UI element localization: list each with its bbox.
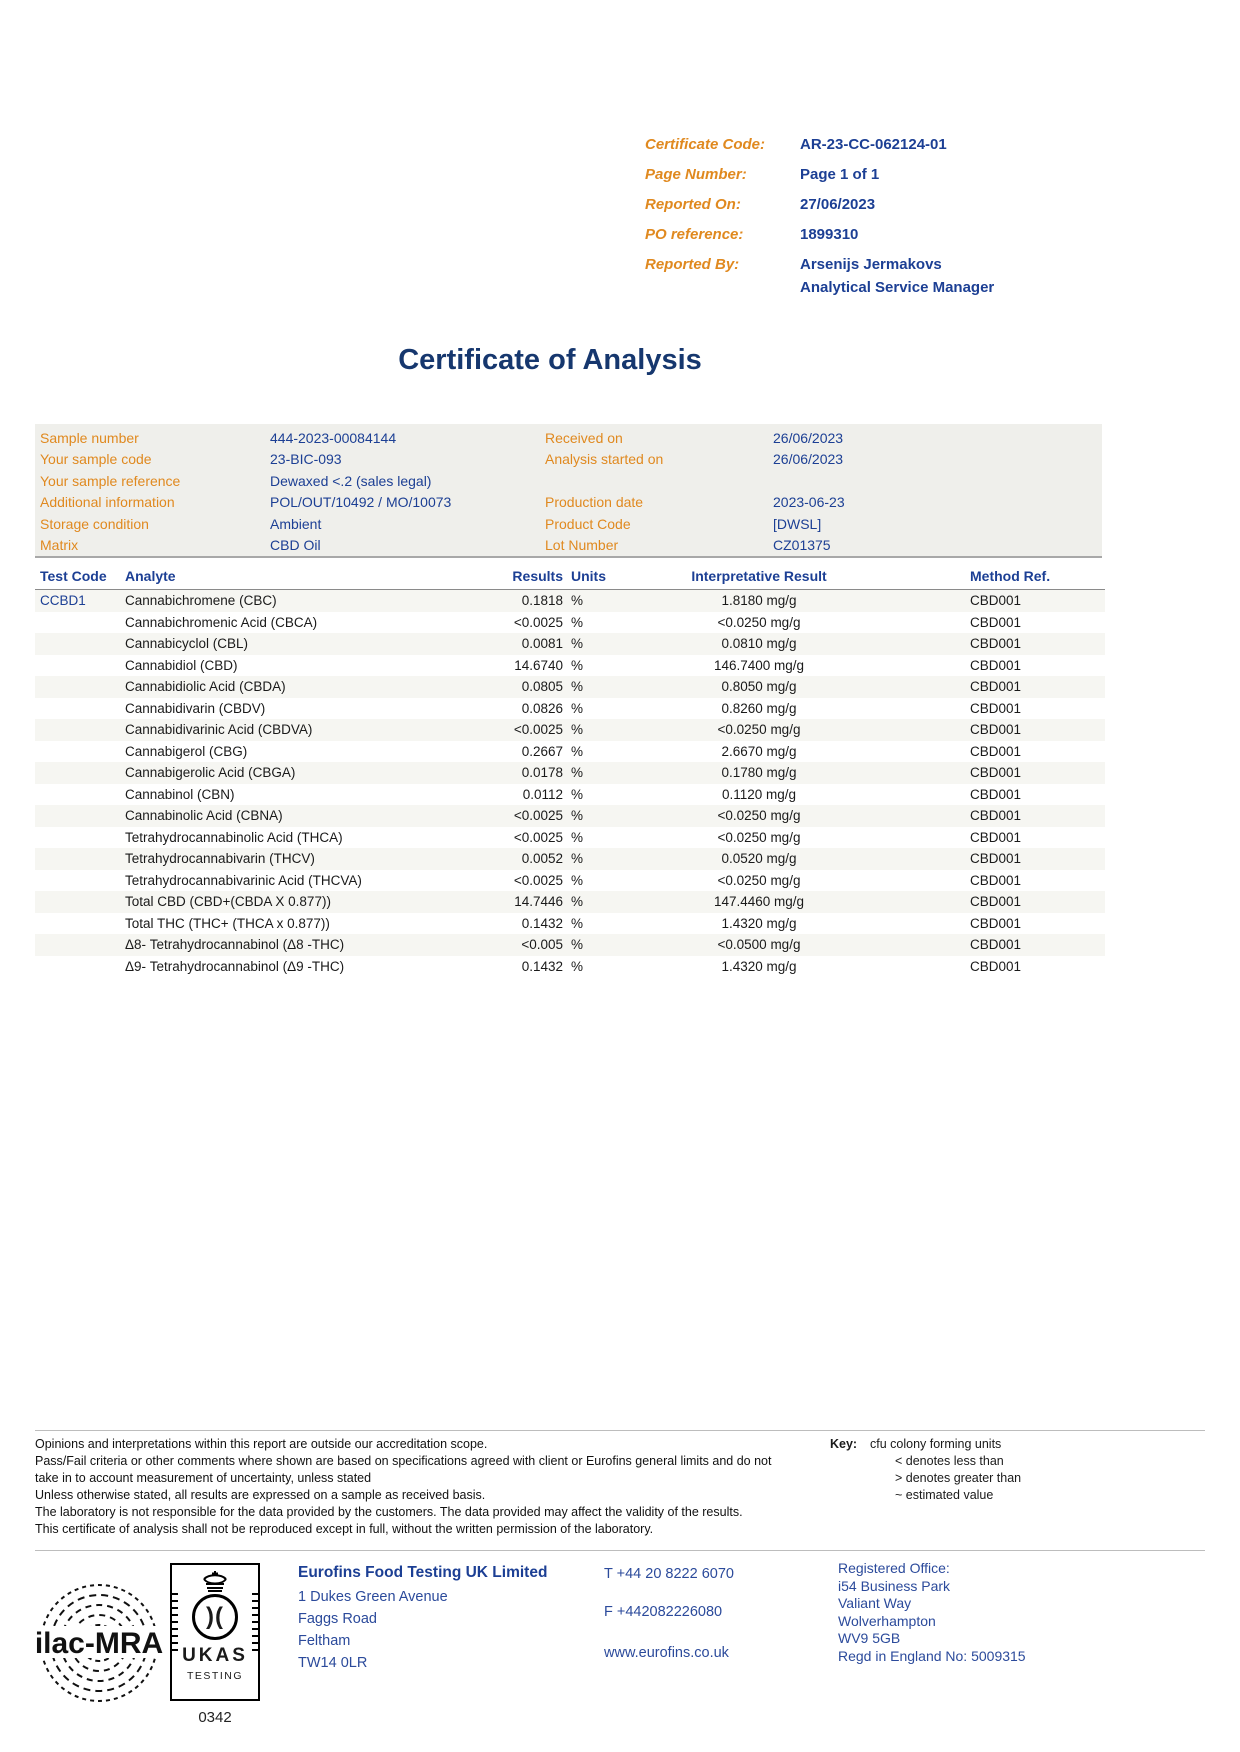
cell-method-ref: CBD001	[970, 851, 1022, 866]
contact-block	[604, 1566, 734, 1661]
table-row	[35, 805, 1105, 827]
cell-units: %	[571, 765, 584, 780]
cell-analyte: Cannabigerolic Acid (CBGA)	[125, 765, 296, 780]
cell-method-ref: CBD001	[970, 894, 1022, 909]
spacer	[910, 870, 970, 892]
cell-test-code	[35, 698, 125, 720]
meta-row	[645, 166, 1205, 183]
cell-analyte: Cannabidiol (CBD)	[125, 657, 238, 673]
table-row	[35, 612, 1105, 634]
cell-result: 0.0805	[521, 679, 563, 694]
disclaimer-line: The laboratory is not responsible for the data provided by the customers. The data provided may affect the validity of the results.	[35, 1504, 743, 1519]
sample-info-value	[773, 471, 1102, 492]
cell-units: %	[571, 958, 584, 974]
cell-result: 0.0178	[521, 765, 563, 780]
sample-info-row	[35, 449, 1102, 470]
spacer	[910, 655, 970, 677]
disclaimer-line: Unless otherwise stated, all results are expressed on a sample as received basis.	[35, 1487, 486, 1502]
cell-method-ref: CBD001	[970, 722, 1022, 737]
spacer	[910, 891, 970, 913]
table-row	[35, 698, 1105, 720]
cell-interpretative-result: 0.8260 mg/g	[721, 700, 797, 716]
cell-interpretative-result: <0.0250 mg/g	[717, 614, 801, 630]
meta-row	[645, 226, 1205, 243]
cell-result: 0.1432	[521, 915, 563, 931]
cell-test-code	[35, 676, 125, 698]
sample-info-row	[35, 514, 1102, 535]
ilac-mra-logo	[33, 1577, 165, 1714]
ukas-testing-label: TESTING	[186, 1670, 243, 1682]
sample-info-label: Analysis started on	[545, 451, 664, 468]
meta-field-value: Page 1 of 1	[800, 166, 880, 183]
key-line: ~ estimated value	[895, 1487, 994, 1502]
cell-result: 14.7446	[514, 894, 563, 909]
sample-info-label: Additional information	[40, 494, 175, 511]
cell-analyte: Tetrahydrocannabinolic Acid (THCA)	[125, 829, 343, 845]
cell-test-code	[35, 956, 125, 978]
spacer	[910, 934, 970, 956]
cell-test-code	[35, 848, 125, 870]
page-title: Certificate of Analysis	[398, 344, 702, 376]
cell-units: %	[571, 808, 584, 823]
meta-field-label	[645, 279, 800, 296]
sample-info-label: Storage condition	[40, 515, 149, 532]
meta-field-value: 1899310	[800, 226, 859, 243]
cell-analyte: Tetrahydrocannabivarinic Acid (THCVA)	[125, 872, 362, 888]
ukas-emblem-icon: )(	[192, 1594, 238, 1640]
cell-test-code: CCBD1	[40, 593, 86, 608]
divider-line	[35, 1430, 1205, 1431]
cell-test-code	[35, 655, 125, 677]
meta-row	[645, 256, 1205, 273]
meta-row	[645, 196, 1205, 213]
spacer	[910, 784, 970, 806]
sample-info-label: Production date	[545, 494, 644, 511]
cell-units: %	[571, 593, 584, 608]
spacer	[910, 612, 970, 634]
cell-analyte: Cannabidiolic Acid (CBDA)	[125, 679, 286, 694]
cell-units: %	[571, 786, 584, 802]
sample-info-row	[35, 471, 1102, 492]
cell-interpretative-result: 1.4320 mg/g	[721, 915, 797, 931]
sample-info-value: [DWSL]	[773, 515, 822, 532]
cell-test-code	[35, 784, 125, 806]
sample-info-box	[35, 424, 1102, 558]
address-line: TW14 0LR	[298, 1655, 368, 1671]
spacer	[910, 805, 970, 827]
cell-interpretative-result: 0.1120 mg/g	[721, 786, 797, 802]
sample-info-value: CZ01375	[773, 536, 831, 553]
col-header-results: Results	[512, 568, 563, 584]
sample-info-value: 444-2023-00084144	[270, 430, 397, 446]
cell-interpretative-result: <0.0500 mg/g	[717, 937, 801, 952]
address-line: 1 Dukes Green Avenue	[298, 1589, 448, 1605]
meta-field-value: Analytical Service Manager	[800, 279, 995, 296]
cell-analyte: Cannabicyclol (CBL)	[125, 636, 249, 651]
cell-units: %	[571, 614, 584, 630]
fax-number: F +442082226080	[604, 1604, 723, 1620]
cell-method-ref: CBD001	[970, 829, 1022, 845]
spacer	[910, 762, 970, 784]
sample-info-value: 2023-06-23	[773, 494, 845, 511]
cell-interpretative-result: 0.0520 mg/g	[721, 851, 797, 866]
col-header-analyte: Analyte	[125, 568, 176, 584]
cell-test-code	[35, 741, 125, 763]
sample-info-row	[35, 428, 1102, 449]
sample-info-row	[35, 492, 1102, 513]
table-row	[35, 655, 1105, 677]
registered-office-line: WV9 5GB	[838, 1630, 901, 1646]
cell-analyte: Δ8- Tetrahydrocannabinol (Δ8 -THC)	[125, 937, 345, 952]
spacer	[910, 590, 970, 612]
cell-test-code	[35, 805, 125, 827]
cell-analyte: Cannabinol (CBN)	[125, 786, 235, 802]
cell-result: 0.0112	[522, 786, 563, 802]
cell-units: %	[571, 872, 584, 888]
spacer	[910, 913, 970, 935]
cell-analyte: Cannabichromene (CBC)	[125, 593, 277, 608]
cell-result: 0.0052	[521, 851, 563, 866]
website-link: www.eurofins.co.uk	[604, 1645, 729, 1661]
cell-result: <0.0025	[513, 614, 563, 630]
table-row	[35, 870, 1105, 892]
cell-method-ref: CBD001	[970, 657, 1022, 673]
spacer	[910, 633, 970, 655]
results-table	[35, 565, 1105, 977]
cell-units: %	[571, 679, 584, 694]
cell-units: %	[571, 700, 584, 716]
sample-info-label: Received on	[545, 430, 623, 446]
meta-field-label: Page Number:	[645, 166, 747, 183]
sample-info-value: 26/06/2023	[773, 430, 844, 446]
spacer	[910, 848, 970, 870]
ilac-mra-seal-icon	[33, 1577, 165, 1709]
cell-units: %	[571, 636, 584, 651]
registered-office-line: i54 Business Park	[838, 1577, 951, 1594]
cell-interpretative-result: 0.0810 mg/g	[721, 636, 797, 651]
cell-units: %	[571, 894, 584, 909]
key-lines	[870, 1436, 1021, 1504]
results-table-header	[35, 565, 1105, 590]
cell-units: %	[571, 937, 584, 952]
cell-interpretative-result: <0.0250 mg/g	[717, 829, 801, 845]
cell-method-ref: CBD001	[970, 915, 1022, 931]
sample-info-label: Sample number	[40, 430, 139, 446]
table-row	[35, 848, 1105, 870]
cell-interpretative-result: <0.0250 mg/g	[717, 872, 801, 888]
cell-test-code	[35, 612, 125, 634]
cell-analyte: Cannabidivarinic Acid (CBDVA)	[125, 722, 313, 737]
sample-info-value: Ambient	[270, 515, 322, 532]
meta-field-label: Certificate Code:	[645, 136, 766, 153]
cell-analyte: Tetrahydrocannabivarin (THCV)	[125, 851, 315, 866]
registered-office-line: Regd in England No: 5009315	[838, 1647, 1026, 1664]
company-name: Eurofins Food Testing UK Limited	[298, 1564, 548, 1581]
cell-units: %	[571, 829, 584, 845]
meta-field-label: Reported By:	[645, 256, 740, 273]
key-label: Key:	[830, 1437, 858, 1451]
cell-interpretative-result: 1.8180 mg/g	[721, 593, 797, 608]
header-meta	[645, 136, 1205, 309]
disclaimer-line: Pass/Fail criteria or other comments where shown are based on specifications agreed with client or Eurofins general limits and do not	[35, 1453, 772, 1468]
cell-method-ref: CBD001	[970, 937, 1022, 952]
sample-info-label: Product Code	[545, 515, 631, 532]
cell-method-ref: CBD001	[970, 765, 1022, 780]
cell-units: %	[571, 722, 584, 737]
sample-info-label: Lot Number	[545, 536, 619, 553]
sample-info-label	[545, 471, 773, 492]
cell-method-ref: CBD001	[970, 614, 1022, 630]
table-row	[35, 956, 1105, 978]
spacer	[910, 719, 970, 741]
cell-method-ref: CBD001	[970, 593, 1022, 608]
spacer	[910, 676, 970, 698]
spacer	[910, 741, 970, 763]
cell-interpretative-result: 147.4460 mg/g	[713, 894, 805, 909]
cell-method-ref: CBD001	[970, 786, 1022, 802]
disclaimer-line: Opinions and interpretations within this report are outside our accreditation scope.	[35, 1437, 488, 1451]
meta-field-label: PO reference:	[645, 226, 744, 243]
cell-result: 14.6740	[514, 657, 563, 673]
sample-info-value: CBD Oil	[270, 536, 321, 553]
table-row	[35, 784, 1105, 806]
cell-interpretative-result: <0.0250 mg/g	[717, 722, 801, 737]
meta-row	[645, 136, 1205, 153]
company-address	[298, 1586, 547, 1674]
col-header-units: Units	[571, 568, 606, 584]
key-line: cfu colony forming units	[870, 1437, 1002, 1451]
cell-test-code	[35, 762, 125, 784]
cell-interpretative-result: 146.7400 mg/g	[713, 657, 805, 673]
cell-result: <0.0025	[513, 872, 563, 888]
meta-field-label: Reported On:	[645, 196, 741, 213]
sample-info-label: Your sample reference	[40, 472, 181, 489]
address-line: Feltham	[298, 1633, 351, 1649]
table-row	[35, 762, 1105, 784]
table-row	[35, 913, 1105, 935]
ukas-box	[170, 1563, 260, 1701]
cell-result: 0.1818	[521, 593, 563, 608]
phone-number: T +44 20 8222 6070	[604, 1566, 734, 1582]
spacer	[910, 827, 970, 849]
col-header-test-code: Test Code	[40, 568, 107, 584]
key-line: > denotes greater than	[895, 1470, 1022, 1485]
ukas-accreditation-number: 0342	[198, 1709, 232, 1726]
sample-info-value: 23-BIC-093	[270, 451, 342, 468]
cell-result: 0.1432	[521, 958, 563, 974]
spacer	[910, 956, 970, 978]
spacer	[910, 698, 970, 720]
key-block	[830, 1436, 1021, 1504]
sample-info-value: Dewaxed <.2 (sales legal)	[270, 472, 432, 489]
address-line: Faggs Road	[298, 1611, 377, 1627]
cell-method-ref: CBD001	[970, 700, 1022, 716]
ukas-ticks-icon	[171, 1593, 178, 1651]
cell-units: %	[571, 743, 584, 759]
table-row	[35, 891, 1105, 913]
cell-result: 0.0826	[521, 700, 563, 716]
cell-method-ref: CBD001	[970, 808, 1022, 823]
table-row	[35, 934, 1105, 956]
cell-method-ref: CBD001	[970, 636, 1022, 651]
registered-office-line: Wolverhampton	[838, 1612, 936, 1629]
ukas-ticks-icon	[252, 1593, 259, 1651]
key-line: < denotes less than	[895, 1453, 1004, 1468]
cell-result: <0.0025	[513, 722, 563, 737]
col-header-interpretative-result: Interpretative Result	[691, 568, 827, 584]
cell-result: 0.0081	[521, 636, 563, 651]
results-table-body	[35, 590, 1105, 977]
sample-info-label: Your sample code	[40, 451, 152, 468]
cell-method-ref: CBD001	[970, 743, 1022, 759]
cell-test-code	[35, 827, 125, 849]
registered-office-line: Valiant Way	[838, 1595, 912, 1611]
disclaimer-text	[35, 1436, 830, 1537]
ilac-mra-text: ilac-MRA	[34, 1627, 164, 1660]
table-row	[35, 741, 1105, 763]
company-block	[298, 1562, 547, 1674]
cell-analyte: Total THC (THC+ (THCA x 0.877))	[125, 915, 330, 931]
cell-analyte: Cannabichromenic Acid (CBCA)	[125, 614, 318, 630]
sample-info-value: POL/OUT/10492 / MO/10073	[270, 494, 452, 511]
cell-result: <0.005	[521, 937, 563, 952]
cell-result: 0.2667	[521, 743, 563, 759]
table-row	[35, 827, 1105, 849]
table-row	[35, 676, 1105, 698]
divider-line	[35, 1550, 1205, 1551]
cell-units: %	[571, 657, 584, 673]
cell-analyte: Cannabinolic Acid (CBNA)	[125, 808, 283, 823]
cell-analyte: Cannabidivarin (CBDV)	[125, 700, 266, 716]
cell-test-code	[35, 891, 125, 913]
meta-field-value: AR-23-CC-062124-01	[800, 136, 947, 153]
sample-info-value: 26/06/2023	[773, 451, 844, 468]
cell-analyte: Cannabigerol (CBG)	[125, 743, 248, 759]
cell-interpretative-result: 2.6670 mg/g	[721, 743, 797, 759]
col-header-method-ref: Method Ref.	[970, 568, 1051, 584]
registered-office-block	[838, 1560, 1026, 1665]
ukas-logo	[170, 1563, 260, 1726]
sample-info-label: Matrix	[40, 536, 79, 553]
registered-office-line: Registered Office:	[838, 1560, 950, 1576]
disclaimer-line: This certificate of analysis shall not be reproduced except in full, without the written permission of the laboratory.	[35, 1521, 654, 1536]
cell-test-code	[35, 633, 125, 655]
cell-analyte: Total CBD (CBD+(CBDA X 0.877))	[125, 894, 331, 909]
cell-result: <0.0025	[513, 829, 563, 845]
cell-result: <0.0025	[513, 808, 563, 823]
table-row	[35, 633, 1105, 655]
crown-icon	[200, 1570, 230, 1592]
cell-units: %	[571, 915, 584, 931]
table-row	[35, 590, 1105, 612]
cell-method-ref: CBD001	[970, 872, 1022, 888]
cell-method-ref: CBD001	[970, 958, 1022, 974]
meta-field-value: Arsenijs Jermakovs	[800, 256, 942, 273]
cell-test-code	[35, 913, 125, 935]
cell-test-code	[35, 719, 125, 741]
cell-method-ref: CBD001	[970, 679, 1022, 694]
meta-row	[645, 279, 1205, 296]
sample-info-row	[35, 535, 1102, 556]
cell-interpretative-result: 0.8050 mg/g	[721, 679, 797, 694]
cell-units: %	[571, 851, 584, 866]
cell-test-code	[35, 870, 125, 892]
cell-test-code	[35, 934, 125, 956]
cell-interpretative-result: 0.1780 mg/g	[721, 765, 797, 780]
ukas-wordmark: UKAS	[182, 1645, 248, 1666]
meta-field-value: 27/06/2023	[800, 196, 876, 213]
cell-analyte: Δ9- Tetrahydrocannabinol (Δ9 -THC)	[125, 958, 345, 974]
table-row	[35, 719, 1105, 741]
cell-interpretative-result: 1.4320 mg/g	[721, 958, 797, 974]
cell-interpretative-result: <0.0250 mg/g	[717, 808, 801, 823]
disclaimer-line: take in to account measurement of uncertainty, unless stated	[35, 1470, 372, 1485]
